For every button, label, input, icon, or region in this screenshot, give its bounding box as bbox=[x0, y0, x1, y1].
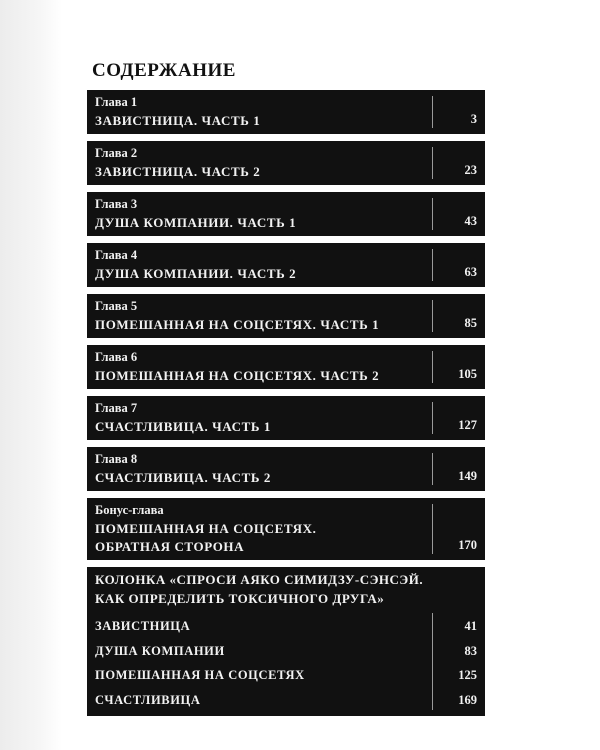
chapter-title: ЗАВИСТНИЦА. ЧАСТЬ 1 bbox=[95, 113, 261, 128]
toc-entry-chapter-3[interactable] bbox=[87, 192, 485, 236]
page-number: 3 bbox=[470, 112, 477, 126]
chapter-number: Глава 2 bbox=[95, 146, 138, 160]
column-item-1[interactable] bbox=[95, 617, 477, 637]
divider-line bbox=[432, 402, 433, 434]
page-number: 105 bbox=[458, 367, 477, 381]
toc-column-section bbox=[87, 567, 485, 716]
page-number: 149 bbox=[458, 469, 477, 483]
divider-line bbox=[432, 96, 433, 128]
chapter-title: ПОМЕШАННАЯ НА СОЦСЕТЯХ. ЧАСТЬ 1 bbox=[95, 317, 380, 332]
divider-line bbox=[432, 198, 433, 230]
chapter-number: Глава 8 bbox=[95, 452, 138, 466]
chapter-title-line-2: ОБРАТНАЯ СТОРОНА bbox=[95, 539, 245, 554]
chapter-title: ЗАВИСТНИЦА. ЧАСТЬ 2 bbox=[95, 164, 261, 179]
chapter-number: Глава 4 bbox=[95, 248, 138, 262]
column-item-label: ДУША КОМПАНИИ bbox=[95, 644, 225, 658]
page-number: 23 bbox=[464, 163, 477, 177]
column-item-label: СЧАСТЛИВИЦА bbox=[95, 693, 201, 707]
divider-line bbox=[432, 351, 433, 383]
column-title-line-1: КОЛОНКА «СПРОСИ АЯКО СИМИДЗУ-СЭНСЭЙ. bbox=[95, 572, 424, 587]
page-number: 41 bbox=[464, 619, 477, 633]
toc-entry-chapter-1[interactable] bbox=[87, 90, 485, 134]
divider-line bbox=[432, 504, 433, 554]
toc-entry-chapter-5[interactable] bbox=[87, 294, 485, 338]
toc-entry-chapter-7[interactable] bbox=[87, 396, 485, 440]
table-of-contents bbox=[87, 90, 485, 716]
column-item-4[interactable] bbox=[95, 691, 477, 711]
toc-entry-chapter-8[interactable] bbox=[87, 447, 485, 491]
chapter-title-line-1: ПОМЕШАННАЯ НА СОЦСЕТЯХ. bbox=[95, 521, 317, 536]
chapter-number: Глава 1 bbox=[95, 95, 138, 109]
toc-entry-bonus-chapter[interactable] bbox=[87, 498, 485, 560]
toc-entry-chapter-2[interactable] bbox=[87, 141, 485, 185]
divider-line bbox=[432, 249, 433, 281]
toc-entry-chapter-6[interactable] bbox=[87, 345, 485, 389]
page-number: 85 bbox=[464, 316, 477, 330]
chapter-title bbox=[95, 520, 317, 556]
column-title-line-2: КАК ОПРЕДЕЛИТЬ ТОКСИЧНОГО ДРУГА» bbox=[95, 591, 385, 606]
chapter-number: Глава 5 bbox=[95, 299, 138, 313]
page-number: 170 bbox=[458, 538, 477, 552]
chapter-number: Бонус-глава bbox=[95, 503, 164, 517]
chapter-number: Глава 6 bbox=[95, 350, 138, 364]
page-number: 83 bbox=[464, 644, 477, 658]
divider-line bbox=[432, 147, 433, 179]
chapter-title: ДУША КОМПАНИИ. ЧАСТЬ 1 bbox=[95, 215, 297, 230]
page-edge-shadow bbox=[0, 0, 62, 750]
chapter-title: ДУША КОМПАНИИ. ЧАСТЬ 2 bbox=[95, 266, 297, 281]
page-number: 125 bbox=[458, 668, 477, 682]
column-title bbox=[95, 570, 423, 608]
chapter-title: СЧАСТЛИВИЦА. ЧАСТЬ 2 bbox=[95, 470, 272, 485]
column-item-label: ЗАВИСТНИЦА bbox=[95, 619, 191, 633]
divider-line bbox=[432, 300, 433, 332]
page-number: 63 bbox=[464, 265, 477, 279]
page-title: СОДЕРЖАНИЕ bbox=[92, 60, 236, 81]
toc-entry-chapter-4[interactable] bbox=[87, 243, 485, 287]
chapter-number: Глава 3 bbox=[95, 197, 138, 211]
page-number: 43 bbox=[464, 214, 477, 228]
column-item-2[interactable] bbox=[95, 642, 477, 662]
column-item-label: ПОМЕШАННАЯ НА СОЦСЕТЯХ bbox=[95, 668, 305, 682]
column-item-3[interactable] bbox=[95, 666, 477, 686]
chapter-number: Глава 7 bbox=[95, 401, 138, 415]
chapter-title: ПОМЕШАННАЯ НА СОЦСЕТЯХ. ЧАСТЬ 2 bbox=[95, 368, 380, 383]
chapter-title: СЧАСТЛИВИЦА. ЧАСТЬ 1 bbox=[95, 419, 272, 434]
page-number: 127 bbox=[458, 418, 477, 432]
page-number: 169 bbox=[458, 693, 477, 707]
divider-line bbox=[432, 453, 433, 485]
